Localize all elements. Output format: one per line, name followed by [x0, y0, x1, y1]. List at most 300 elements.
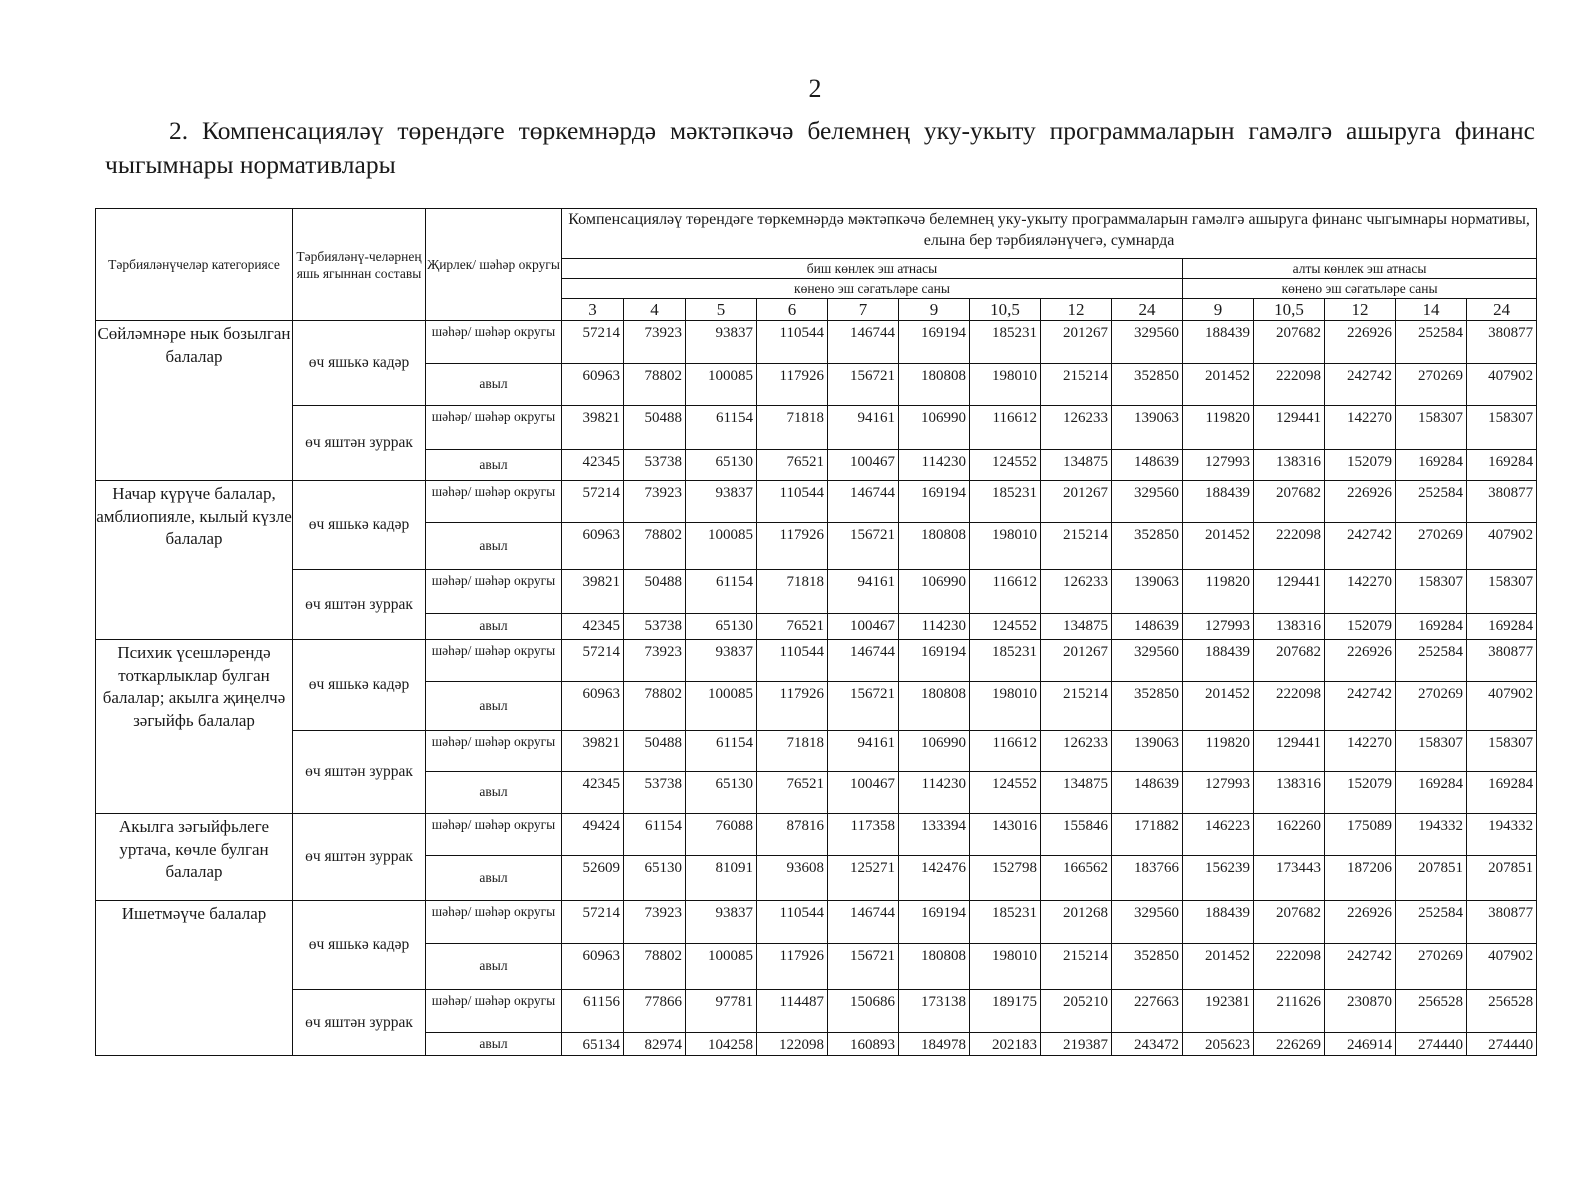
value-cell: 192381	[1183, 990, 1254, 1033]
value-cell: 226926	[1325, 321, 1396, 364]
location-cell: авыл	[426, 450, 562, 481]
header-six-day-week: алты көнлек эш атнасы	[1183, 259, 1537, 279]
value-cell: 158307	[1396, 406, 1467, 450]
value-cell: 156721	[828, 682, 899, 731]
value-cell: 329560	[1112, 640, 1183, 682]
value-cell: 78802	[624, 523, 686, 570]
value-cell: 380877	[1467, 640, 1537, 682]
value-cell: 158307	[1467, 570, 1537, 614]
value-cell: 71818	[757, 731, 828, 772]
value-cell: 114487	[757, 990, 828, 1033]
value-cell: 93837	[686, 640, 757, 682]
value-cell: 198010	[970, 523, 1041, 570]
value-cell: 124552	[970, 450, 1041, 481]
value-cell: 114230	[899, 450, 970, 481]
value-cell: 201267	[1041, 640, 1112, 682]
category-cell: Ишетмәүче балалар	[96, 901, 293, 1056]
value-cell: 77866	[624, 990, 686, 1033]
value-cell: 205210	[1041, 990, 1112, 1033]
header-category: Тәрбияләнүчеләр категориясе	[96, 209, 293, 321]
value-cell: 380877	[1467, 321, 1537, 364]
value-cell: 142270	[1325, 570, 1396, 614]
value-cell: 57214	[562, 321, 624, 364]
value-cell: 124552	[970, 614, 1041, 640]
value-cell: 97781	[686, 990, 757, 1033]
value-cell: 169194	[899, 901, 970, 944]
category-cell: Акылга зәгыйфьлеге уртача, көчле булган балалар	[96, 814, 293, 901]
value-cell: 61156	[562, 990, 624, 1033]
value-cell: 407902	[1467, 944, 1537, 990]
age-cell: өч яшькә кадәр	[293, 901, 426, 990]
value-cell: 202183	[970, 1033, 1041, 1056]
header-hour-cell: 9	[899, 299, 970, 321]
location-cell: авыл	[426, 944, 562, 990]
value-cell: 242742	[1325, 944, 1396, 990]
value-cell: 180808	[899, 523, 970, 570]
value-cell: 53738	[624, 772, 686, 814]
age-cell: өч яштән зуррак	[293, 990, 426, 1056]
value-cell: 117358	[828, 814, 899, 856]
value-cell: 110544	[757, 481, 828, 523]
value-cell: 65130	[686, 772, 757, 814]
value-cell: 94161	[828, 570, 899, 614]
value-cell: 52609	[562, 856, 624, 901]
value-cell: 127993	[1183, 614, 1254, 640]
value-cell: 169284	[1467, 772, 1537, 814]
location-cell: шәһәр/ шәһәр округы	[426, 640, 562, 682]
norms-table	[95, 208, 1537, 1056]
value-cell: 138316	[1254, 614, 1325, 640]
value-cell: 222098	[1254, 944, 1325, 990]
value-cell: 215214	[1041, 364, 1112, 406]
value-cell: 352850	[1112, 364, 1183, 406]
value-cell: 352850	[1112, 682, 1183, 731]
value-cell: 152079	[1325, 772, 1396, 814]
value-cell: 65130	[624, 856, 686, 901]
category-cell: Сөйләмнәре нык бозылган балалар	[96, 321, 293, 481]
value-cell: 146744	[828, 321, 899, 364]
value-cell: 73923	[624, 640, 686, 682]
header-hour-cell: 12	[1325, 299, 1396, 321]
value-cell: 329560	[1112, 321, 1183, 364]
value-cell: 119820	[1183, 570, 1254, 614]
value-cell: 134875	[1041, 772, 1112, 814]
page-number: 2	[808, 74, 822, 103]
header-five-day-week: биш көнлек эш атнасы	[562, 259, 1183, 279]
value-cell: 94161	[828, 406, 899, 450]
age-cell: өч яштән зуррак	[293, 814, 426, 901]
value-cell: 194332	[1467, 814, 1537, 856]
value-cell: 117926	[757, 364, 828, 406]
value-cell: 407902	[1467, 682, 1537, 731]
value-cell: 246914	[1325, 1033, 1396, 1056]
value-cell: 60963	[562, 523, 624, 570]
value-cell: 184978	[899, 1033, 970, 1056]
value-cell: 142476	[899, 856, 970, 901]
value-cell: 352850	[1112, 944, 1183, 990]
value-cell: 110544	[757, 321, 828, 364]
table-row	[96, 901, 1537, 944]
category-cell: Начар күрүче балалар, амблиопияле, кылый күзле балалар	[96, 481, 293, 640]
value-cell: 61154	[624, 814, 686, 856]
age-cell: өч яшькә кадәр	[293, 321, 426, 406]
value-cell: 160893	[828, 1033, 899, 1056]
value-cell: 60963	[562, 944, 624, 990]
value-cell: 274440	[1396, 1033, 1467, 1056]
value-cell: 143016	[970, 814, 1041, 856]
value-cell: 156721	[828, 944, 899, 990]
header-hour-cell: 24	[1467, 299, 1537, 321]
value-cell: 188439	[1183, 640, 1254, 682]
value-cell: 150686	[828, 990, 899, 1033]
value-cell: 407902	[1467, 364, 1537, 406]
value-cell: 100467	[828, 614, 899, 640]
value-cell: 127993	[1183, 450, 1254, 481]
value-cell: 126233	[1041, 570, 1112, 614]
value-cell: 201452	[1183, 682, 1254, 731]
value-cell: 124552	[970, 772, 1041, 814]
value-cell: 252584	[1396, 640, 1467, 682]
age-cell: өч яштән зуррак	[293, 731, 426, 814]
value-cell: 73923	[624, 321, 686, 364]
value-cell: 227663	[1112, 990, 1183, 1033]
value-cell: 215214	[1041, 944, 1112, 990]
header-hour-cell: 3	[562, 299, 624, 321]
header-hour-cell: 24	[1112, 299, 1183, 321]
value-cell: 169284	[1396, 772, 1467, 814]
value-cell: 129441	[1254, 731, 1325, 772]
value-cell: 57214	[562, 640, 624, 682]
value-cell: 39821	[562, 570, 624, 614]
value-cell: 117926	[757, 682, 828, 731]
header-hour-cell: 14	[1396, 299, 1467, 321]
value-cell: 215214	[1041, 523, 1112, 570]
table-row	[96, 990, 1537, 1033]
value-cell: 185231	[970, 640, 1041, 682]
value-cell: 189175	[970, 990, 1041, 1033]
value-cell: 185231	[970, 321, 1041, 364]
value-cell: 252584	[1396, 321, 1467, 364]
value-cell: 61154	[686, 731, 757, 772]
value-cell: 180808	[899, 682, 970, 731]
value-cell: 352850	[1112, 523, 1183, 570]
value-cell: 166562	[1041, 856, 1112, 901]
value-cell: 146744	[828, 640, 899, 682]
location-cell: авыл	[426, 364, 562, 406]
value-cell: 270269	[1396, 682, 1467, 731]
value-cell: 222098	[1254, 523, 1325, 570]
value-cell: 39821	[562, 731, 624, 772]
age-cell: өч яшькә кадәр	[293, 481, 426, 570]
value-cell: 242742	[1325, 682, 1396, 731]
age-cell: өч яшькә кадәр	[293, 640, 426, 731]
location-cell: авыл	[426, 614, 562, 640]
value-cell: 329560	[1112, 481, 1183, 523]
value-cell: 156721	[828, 364, 899, 406]
value-cell: 201267	[1041, 481, 1112, 523]
header-hour-cell: 6	[757, 299, 828, 321]
value-cell: 169284	[1396, 450, 1467, 481]
value-cell: 171882	[1112, 814, 1183, 856]
value-cell: 73923	[624, 481, 686, 523]
value-cell: 139063	[1112, 731, 1183, 772]
value-cell: 78802	[624, 944, 686, 990]
value-cell: 226926	[1325, 901, 1396, 944]
value-cell: 207682	[1254, 901, 1325, 944]
value-cell: 57214	[562, 901, 624, 944]
table-row	[96, 814, 1537, 856]
value-cell: 185231	[970, 481, 1041, 523]
value-cell: 198010	[970, 364, 1041, 406]
value-cell: 173443	[1254, 856, 1325, 901]
value-cell: 50488	[624, 406, 686, 450]
location-cell: авыл	[426, 682, 562, 731]
value-cell: 158307	[1467, 731, 1537, 772]
value-cell: 207851	[1467, 856, 1537, 901]
value-cell: 114230	[899, 614, 970, 640]
value-cell: 49424	[562, 814, 624, 856]
value-cell: 100085	[686, 364, 757, 406]
value-cell: 142270	[1325, 406, 1396, 450]
value-cell: 129441	[1254, 406, 1325, 450]
value-cell: 169194	[899, 481, 970, 523]
value-cell: 242742	[1325, 523, 1396, 570]
header-hour-cell: 10,5	[1254, 299, 1325, 321]
value-cell: 201267	[1041, 321, 1112, 364]
value-cell: 152798	[970, 856, 1041, 901]
value-cell: 211626	[1254, 990, 1325, 1033]
header-age: Тәрбияләнү-челәрнең яшь ягыннан составы	[293, 209, 426, 321]
value-cell: 194332	[1396, 814, 1467, 856]
value-cell: 158307	[1467, 406, 1537, 450]
value-cell: 122098	[757, 1033, 828, 1056]
value-cell: 158307	[1396, 731, 1467, 772]
value-cell: 252584	[1396, 901, 1467, 944]
value-cell: 219387	[1041, 1033, 1112, 1056]
location-cell: авыл	[426, 1033, 562, 1056]
value-cell: 198010	[970, 944, 1041, 990]
value-cell: 169284	[1467, 450, 1537, 481]
value-cell: 169194	[899, 640, 970, 682]
value-cell: 180808	[899, 944, 970, 990]
value-cell: 207682	[1254, 640, 1325, 682]
value-cell: 42345	[562, 614, 624, 640]
value-cell: 183766	[1112, 856, 1183, 901]
location-cell: шәһәр/ шәһәр округы	[426, 570, 562, 614]
value-cell: 100085	[686, 523, 757, 570]
value-cell: 187206	[1325, 856, 1396, 901]
location-cell: шәһәр/ шәһәр округы	[426, 731, 562, 772]
value-cell: 71818	[757, 406, 828, 450]
value-cell: 114230	[899, 772, 970, 814]
value-cell: 76521	[757, 772, 828, 814]
value-cell: 207682	[1254, 481, 1325, 523]
value-cell: 94161	[828, 731, 899, 772]
table-row	[96, 321, 1537, 364]
value-cell: 242742	[1325, 364, 1396, 406]
location-cell: авыл	[426, 523, 562, 570]
value-cell: 148639	[1112, 614, 1183, 640]
value-cell: 87816	[757, 814, 828, 856]
section-heading: 2. Компенсацияләү төрендәге төркемнәрдә мәктәпкәчә белемнең уку-укыту программаларын гамәлгә ашыруга финанс чыгымнары нормативлары	[105, 116, 1535, 179]
value-cell: 81091	[686, 856, 757, 901]
header-hour-cell: 12	[1041, 299, 1112, 321]
value-cell: 188439	[1183, 321, 1254, 364]
value-cell: 139063	[1112, 570, 1183, 614]
value-cell: 148639	[1112, 450, 1183, 481]
value-cell: 65130	[686, 450, 757, 481]
value-cell: 65130	[686, 614, 757, 640]
value-cell: 407902	[1467, 523, 1537, 570]
value-cell: 125271	[828, 856, 899, 901]
value-cell: 110544	[757, 901, 828, 944]
value-cell: 142270	[1325, 731, 1396, 772]
value-cell: 100467	[828, 772, 899, 814]
value-cell: 76088	[686, 814, 757, 856]
value-cell: 93837	[686, 901, 757, 944]
location-cell: шәһәр/ шәһәр округы	[426, 321, 562, 364]
value-cell: 134875	[1041, 614, 1112, 640]
value-cell: 256528	[1396, 990, 1467, 1033]
value-cell: 106990	[899, 731, 970, 772]
location-cell: авыл	[426, 856, 562, 901]
value-cell: 119820	[1183, 731, 1254, 772]
value-cell: 71818	[757, 570, 828, 614]
value-cell: 93837	[686, 481, 757, 523]
value-cell: 205623	[1183, 1033, 1254, 1056]
value-cell: 146744	[828, 481, 899, 523]
value-cell: 201452	[1183, 523, 1254, 570]
value-cell: 222098	[1254, 364, 1325, 406]
header-main: Компенсацияләү төрендәге төркемнәрдә мәктәпкәчә белемнең уку-укыту программаларын гамәлгә ашыруга финанс чыгымнары нормативы, елына бер тәрбияләнүчегә, сумнарда	[562, 209, 1537, 259]
value-cell: 93837	[686, 321, 757, 364]
location-cell: шәһәр/ шәһәр округы	[426, 406, 562, 450]
value-cell: 133394	[899, 814, 970, 856]
value-cell: 270269	[1396, 944, 1467, 990]
value-cell: 50488	[624, 570, 686, 614]
value-cell: 57214	[562, 481, 624, 523]
value-cell: 201452	[1183, 944, 1254, 990]
value-cell: 53738	[624, 450, 686, 481]
value-cell: 138316	[1254, 772, 1325, 814]
value-cell: 226926	[1325, 640, 1396, 682]
value-cell: 226269	[1254, 1033, 1325, 1056]
value-cell: 39821	[562, 406, 624, 450]
value-cell: 274440	[1467, 1033, 1537, 1056]
value-cell: 188439	[1183, 901, 1254, 944]
value-cell: 138316	[1254, 450, 1325, 481]
value-cell: 156239	[1183, 856, 1254, 901]
value-cell: 198010	[970, 682, 1041, 731]
header-hour-cell: 9	[1183, 299, 1254, 321]
value-cell: 207851	[1396, 856, 1467, 901]
table-row	[96, 406, 1537, 450]
value-cell: 100467	[828, 450, 899, 481]
value-cell: 117926	[757, 944, 828, 990]
location-cell: шәһәр/ шәһәр округы	[426, 990, 562, 1033]
value-cell: 53738	[624, 614, 686, 640]
value-cell: 173138	[899, 990, 970, 1033]
value-cell: 42345	[562, 450, 624, 481]
value-cell: 119820	[1183, 406, 1254, 450]
value-cell: 215214	[1041, 682, 1112, 731]
value-cell: 127993	[1183, 772, 1254, 814]
value-cell: 60963	[562, 682, 624, 731]
value-cell: 226926	[1325, 481, 1396, 523]
value-cell: 76521	[757, 614, 828, 640]
value-cell: 100085	[686, 944, 757, 990]
value-cell: 50488	[624, 731, 686, 772]
value-cell: 175089	[1325, 814, 1396, 856]
value-cell: 169194	[899, 321, 970, 364]
value-cell: 201268	[1041, 901, 1112, 944]
value-cell: 61154	[686, 570, 757, 614]
location-cell: шәһәр/ шәһәр округы	[426, 901, 562, 944]
value-cell: 146744	[828, 901, 899, 944]
header-hour-cell: 10,5	[970, 299, 1041, 321]
table-body	[96, 209, 1537, 1056]
header-hour-cell: 7	[828, 299, 899, 321]
value-cell: 110544	[757, 640, 828, 682]
value-cell: 65134	[562, 1033, 624, 1056]
value-cell: 252584	[1396, 481, 1467, 523]
value-cell: 76521	[757, 450, 828, 481]
value-cell: 188439	[1183, 481, 1254, 523]
header-location: Җирлек/ шәһәр округы	[426, 209, 562, 321]
value-cell: 148639	[1112, 772, 1183, 814]
value-cell: 169284	[1396, 614, 1467, 640]
table-row	[96, 570, 1537, 614]
value-cell: 42345	[562, 772, 624, 814]
header-row-main	[96, 209, 1537, 259]
value-cell: 158307	[1396, 570, 1467, 614]
value-cell: 155846	[1041, 814, 1112, 856]
value-cell: 256528	[1467, 990, 1537, 1033]
table-row	[96, 731, 1537, 772]
header-hour-cell: 4	[624, 299, 686, 321]
value-cell: 117926	[757, 523, 828, 570]
value-cell: 78802	[624, 364, 686, 406]
value-cell: 169284	[1467, 614, 1537, 640]
value-cell: 126233	[1041, 406, 1112, 450]
value-cell: 61154	[686, 406, 757, 450]
value-cell: 380877	[1467, 481, 1537, 523]
value-cell: 104258	[686, 1033, 757, 1056]
value-cell: 207682	[1254, 321, 1325, 364]
value-cell: 270269	[1396, 364, 1467, 406]
value-cell: 126233	[1041, 731, 1112, 772]
header-hours-label-five-day: көнено эш сәгатьләре саны	[562, 279, 1183, 299]
value-cell: 222098	[1254, 682, 1325, 731]
location-cell: авыл	[426, 772, 562, 814]
value-cell: 230870	[1325, 990, 1396, 1033]
table-row	[96, 640, 1537, 682]
value-cell: 243472	[1112, 1033, 1183, 1056]
value-cell: 116612	[970, 731, 1041, 772]
value-cell: 134875	[1041, 450, 1112, 481]
value-cell: 156721	[828, 523, 899, 570]
value-cell: 60963	[562, 364, 624, 406]
value-cell: 329560	[1112, 901, 1183, 944]
value-cell: 100085	[686, 682, 757, 731]
table-row	[96, 481, 1537, 523]
category-cell: Психик үсешләрендә тоткарлыклар булган балалар; акылга җиңелчә зәгыйфь балалар	[96, 640, 293, 814]
value-cell: 201452	[1183, 364, 1254, 406]
value-cell: 162260	[1254, 814, 1325, 856]
value-cell: 78802	[624, 682, 686, 731]
value-cell: 82974	[624, 1033, 686, 1056]
value-cell: 152079	[1325, 450, 1396, 481]
